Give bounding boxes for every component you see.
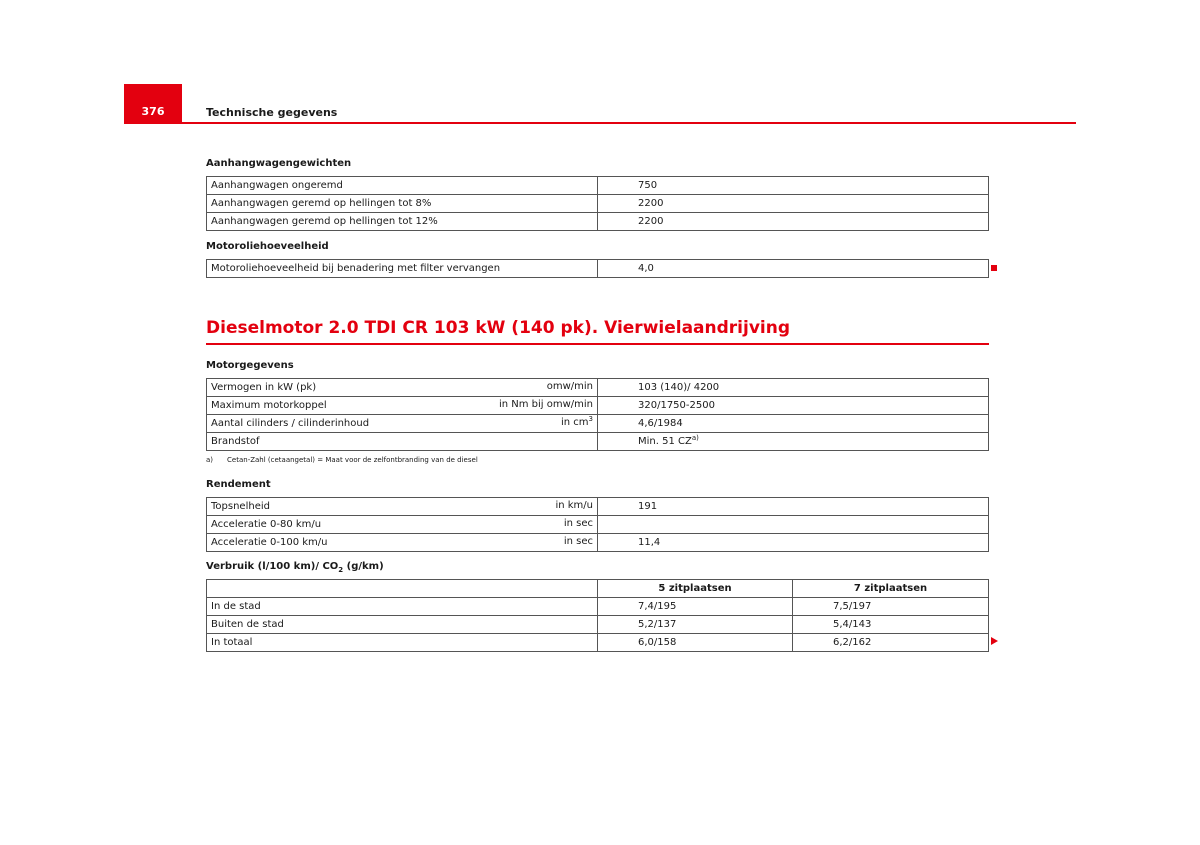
row-unit: in sec bbox=[563, 536, 593, 547]
row-label-cell bbox=[207, 498, 598, 516]
row-value: 750 bbox=[598, 177, 989, 195]
row-value-7-seats: 6,2/162 bbox=[793, 634, 989, 652]
row-label: Maximum motorkoppel bbox=[211, 399, 327, 411]
table-row bbox=[207, 397, 989, 415]
row-value-5-seats: 6,0/158 bbox=[598, 634, 793, 652]
row-value: 191 bbox=[598, 498, 989, 516]
column-header: 5 zitplaatsen bbox=[598, 580, 793, 598]
page-header-title: Technische gegevens bbox=[206, 106, 338, 119]
section-end-marker bbox=[991, 265, 997, 271]
row-value-7-seats: 7,5/197 bbox=[793, 598, 989, 616]
row-label: Aanhangwagen ongeremd bbox=[207, 177, 598, 195]
trailer-heading: Aanhangwagengewichten bbox=[206, 158, 352, 169]
consumption-heading-subscript: 2 bbox=[338, 566, 344, 574]
row-label-cell bbox=[207, 516, 598, 534]
row-label: In totaal bbox=[207, 634, 598, 652]
unit-text: in cm bbox=[560, 417, 589, 428]
footnote-text: Cetan-Zahl (cetaangetal) = Maat voor de zelfontbranding van de diesel bbox=[227, 456, 478, 464]
row-value-7-seats: 5,4/143 bbox=[793, 616, 989, 634]
row-label: Acceleratie 0-100 km/u bbox=[211, 536, 328, 548]
trailer-table bbox=[206, 176, 989, 231]
row-label: In de stad bbox=[207, 598, 598, 616]
consumption-heading-main: Verbruik (l/100 km)/ CO bbox=[206, 561, 339, 572]
row-label: Vermogen in kW (pk) bbox=[211, 381, 317, 393]
row-label: Brandstof bbox=[211, 435, 260, 447]
row-value: 103 (140)/ 4200 bbox=[598, 379, 989, 397]
row-value: 4,6/1984 bbox=[598, 415, 989, 433]
table-row bbox=[207, 534, 989, 552]
row-value-cell bbox=[598, 433, 989, 451]
performance-table bbox=[206, 497, 989, 552]
consumption-heading bbox=[206, 561, 384, 574]
row-value-5-seats: 5,2/137 bbox=[598, 616, 793, 634]
row-label: Acceleratie 0-80 km/u bbox=[211, 518, 322, 530]
row-value: 4,0 bbox=[598, 260, 989, 278]
table-row bbox=[207, 598, 989, 616]
section-title: Dieselmotor 2.0 TDI CR 103 kW (140 pk). Vierwielaandrijving bbox=[206, 318, 791, 338]
table-row bbox=[207, 379, 989, 397]
performance-heading: Rendement bbox=[206, 479, 271, 490]
header-divider bbox=[124, 122, 1076, 124]
footnote-reference: a) bbox=[691, 433, 699, 442]
row-label: Buiten de stad bbox=[207, 616, 598, 634]
row-value: 320/1750-2500 bbox=[598, 397, 989, 415]
continue-arrow-icon bbox=[991, 637, 998, 645]
engine-heading: Motorgegevens bbox=[206, 360, 294, 371]
row-unit: in sec bbox=[563, 518, 593, 529]
row-label-cell bbox=[207, 379, 598, 397]
page-number: 376 bbox=[124, 84, 182, 124]
table-row bbox=[207, 177, 989, 195]
table-row bbox=[207, 415, 989, 433]
row-value bbox=[598, 516, 989, 534]
table-row bbox=[207, 213, 989, 231]
row-label: Aantal cilinders / cilinderinhoud bbox=[211, 417, 370, 429]
row-label-cell bbox=[207, 415, 598, 433]
unit-superscript: 3 bbox=[588, 415, 593, 423]
row-label: Aanhangwagen geremd op hellingen tot 12% bbox=[207, 213, 598, 231]
row-value: 11,4 bbox=[598, 534, 989, 552]
row-value-5-seats: 7,4/195 bbox=[598, 598, 793, 616]
consumption-table bbox=[206, 579, 989, 652]
footnote bbox=[206, 456, 478, 464]
table-row bbox=[207, 195, 989, 213]
table-row bbox=[207, 433, 989, 451]
oil-table bbox=[206, 259, 989, 278]
footnote-mark: a) bbox=[206, 456, 214, 464]
table-row bbox=[207, 616, 989, 634]
table-row bbox=[207, 516, 989, 534]
table-row bbox=[207, 634, 989, 652]
oil-heading: Motoroliehoeveelheid bbox=[206, 241, 329, 252]
row-unit bbox=[561, 415, 593, 431]
row-label-cell bbox=[207, 397, 598, 415]
row-value: 2200 bbox=[598, 213, 989, 231]
consumption-heading-unit: (g/km) bbox=[343, 561, 384, 572]
row-label-cell bbox=[207, 534, 598, 552]
table-row bbox=[207, 498, 989, 516]
row-value: 2200 bbox=[598, 195, 989, 213]
column-header-empty bbox=[207, 580, 598, 598]
row-label: Topsnelheid bbox=[211, 500, 270, 512]
table-header-row bbox=[207, 580, 989, 598]
row-unit: in Nm bij omw/min bbox=[498, 399, 593, 410]
engine-table bbox=[206, 378, 989, 451]
row-value: Min. 51 CZ bbox=[638, 435, 692, 447]
row-label-cell bbox=[207, 433, 598, 451]
column-header: 7 zitplaatsen bbox=[793, 580, 989, 598]
section-title-divider bbox=[206, 343, 989, 345]
row-label: Aanhangwagen geremd op hellingen tot 8% bbox=[207, 195, 598, 213]
row-unit: in km/u bbox=[555, 500, 593, 511]
row-unit: omw/min bbox=[546, 381, 593, 392]
table-row bbox=[207, 260, 989, 278]
row-label: Motoroliehoeveelheid bij benadering met filter vervangen bbox=[207, 260, 598, 278]
